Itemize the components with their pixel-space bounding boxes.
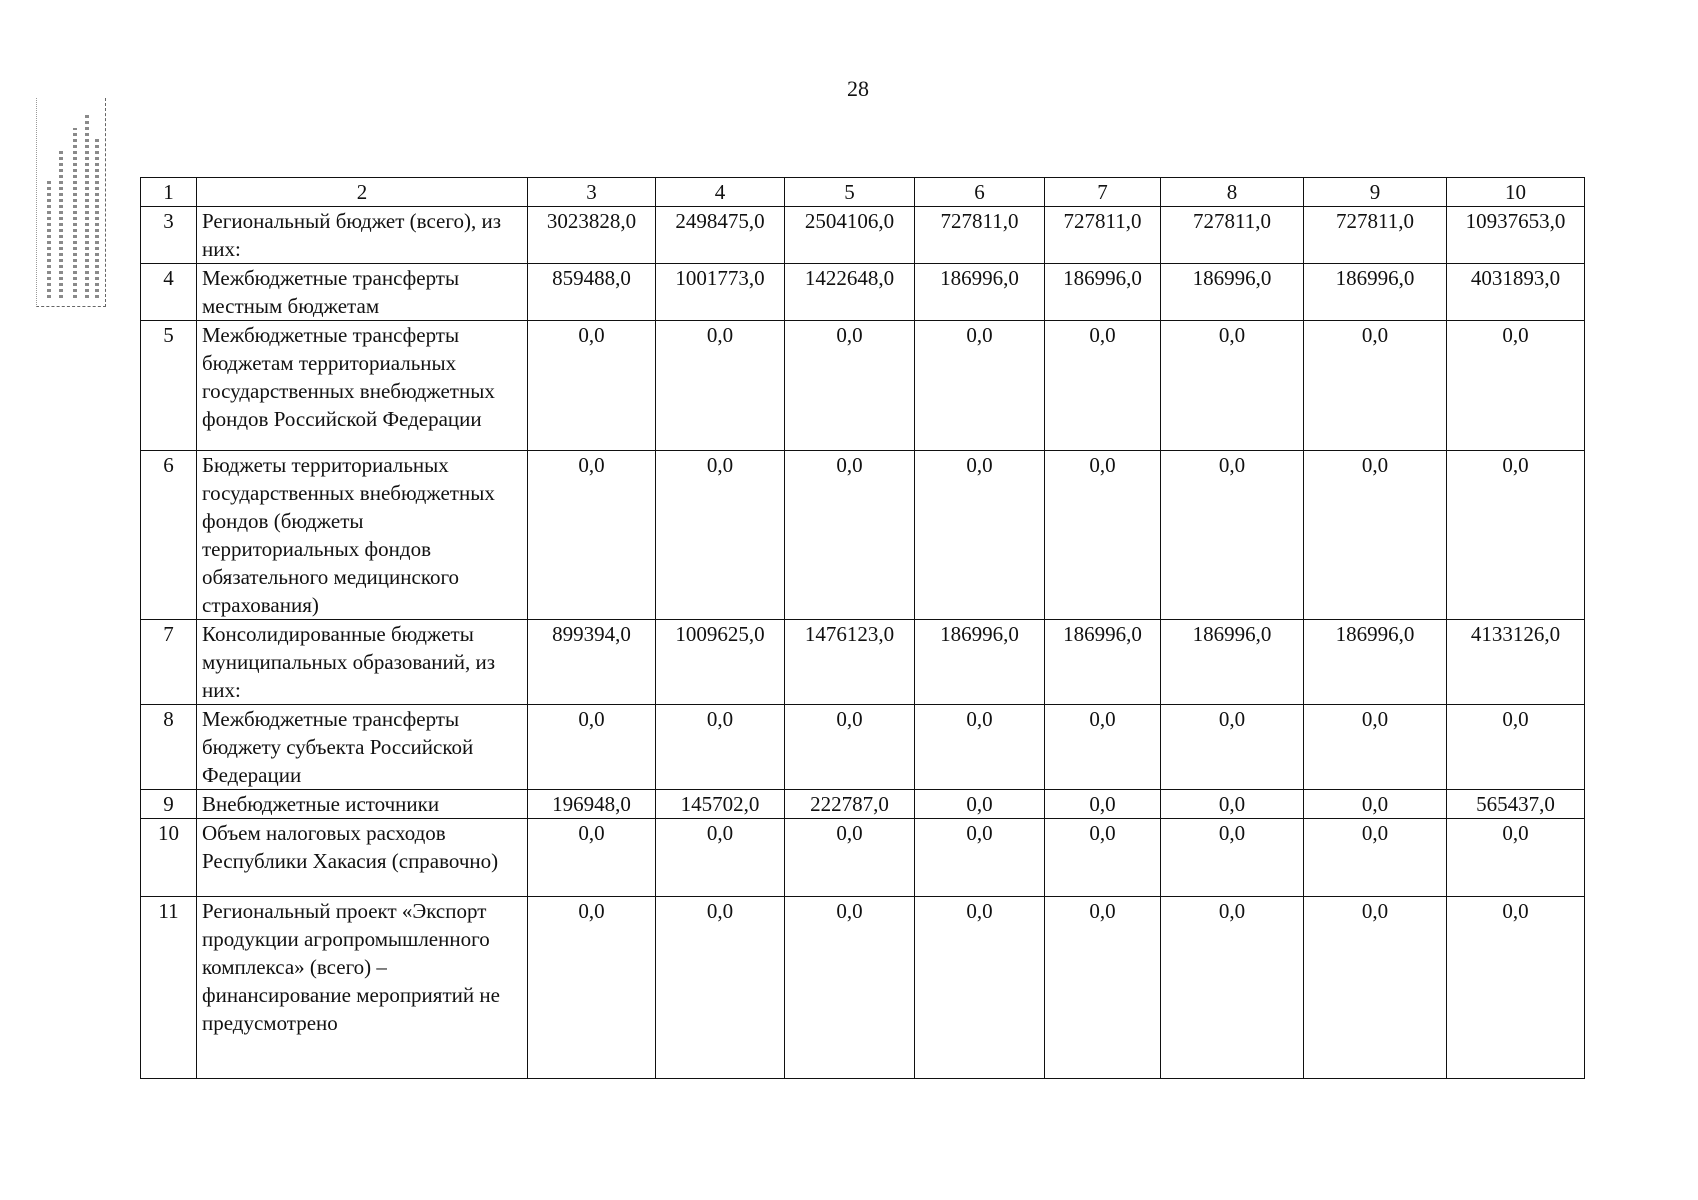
value-cell: 0,0 (1045, 790, 1161, 819)
value-cell: 1476123,0 (785, 620, 915, 705)
table-row (141, 264, 1585, 321)
value-cell: 899394,0 (528, 620, 656, 705)
row-name: Консолидированные бюджеты муниципальных образований, из них: (197, 620, 528, 705)
value-cell: 0,0 (1161, 321, 1304, 451)
value-cell: 0,0 (915, 321, 1045, 451)
value-cell: 727811,0 (1304, 207, 1447, 264)
row-name: Региональный бюджет (всего), из них: (197, 207, 528, 264)
value-cell: 727811,0 (1045, 207, 1161, 264)
value-cell: 0,0 (1447, 705, 1585, 790)
row-number: 9 (141, 790, 197, 819)
stamp-mark (59, 148, 63, 298)
value-cell: 0,0 (656, 705, 785, 790)
value-cell: 565437,0 (1447, 790, 1585, 819)
value-cell: 0,0 (528, 897, 656, 1079)
value-cell: 186996,0 (1304, 620, 1447, 705)
value-cell: 10937653,0 (1447, 207, 1585, 264)
header-cell: 2 (197, 178, 528, 207)
value-cell: 1422648,0 (785, 264, 915, 321)
value-cell: 1009625,0 (656, 620, 785, 705)
value-cell: 2504106,0 (785, 207, 915, 264)
stamp-mark (85, 113, 89, 298)
value-cell: 0,0 (1161, 897, 1304, 1079)
value-cell: 727811,0 (915, 207, 1045, 264)
row-number: 3 (141, 207, 197, 264)
value-cell: 0,0 (1304, 451, 1447, 620)
value-cell: 727811,0 (1161, 207, 1304, 264)
value-cell: 0,0 (785, 819, 915, 897)
value-cell: 0,0 (785, 705, 915, 790)
value-cell: 186996,0 (1161, 264, 1304, 321)
stamp-mark (95, 138, 99, 298)
value-cell: 0,0 (915, 790, 1045, 819)
value-cell: 4031893,0 (1447, 264, 1585, 321)
value-cell: 0,0 (1045, 897, 1161, 1079)
value-cell: 0,0 (1161, 790, 1304, 819)
header-cell: 9 (1304, 178, 1447, 207)
value-cell: 0,0 (1045, 321, 1161, 451)
table-row (141, 705, 1585, 790)
value-cell: 222787,0 (785, 790, 915, 819)
value-cell: 0,0 (1161, 705, 1304, 790)
header-cell: 10 (1447, 178, 1585, 207)
value-cell: 0,0 (915, 705, 1045, 790)
value-cell: 0,0 (1045, 705, 1161, 790)
value-cell: 0,0 (528, 321, 656, 451)
value-cell: 0,0 (528, 451, 656, 620)
value-cell: 0,0 (1161, 819, 1304, 897)
row-name: Бюджеты территориальных государственных внебюджетных фондов (бюджеты территориальных фондов обязательного медицинского страхования) (197, 451, 528, 620)
value-cell: 0,0 (915, 451, 1045, 620)
table-row (141, 451, 1585, 620)
value-cell: 0,0 (1447, 451, 1585, 620)
header-cell: 5 (785, 178, 915, 207)
budget-table (140, 177, 1585, 1079)
value-cell: 186996,0 (1045, 264, 1161, 321)
header-cell: 3 (528, 178, 656, 207)
value-cell: 0,0 (915, 819, 1045, 897)
header-cell: 7 (1045, 178, 1161, 207)
header-cell: 8 (1161, 178, 1304, 207)
table-row (141, 790, 1585, 819)
value-cell: 4133126,0 (1447, 620, 1585, 705)
stamp-mark (73, 128, 77, 298)
table-row (141, 620, 1585, 705)
value-cell: 0,0 (528, 819, 656, 897)
value-cell: 0,0 (1304, 321, 1447, 451)
row-name: Межбюджетные трансферты бюджету субъекта Российской Федерации (197, 705, 528, 790)
row-number: 11 (141, 897, 197, 1079)
value-cell: 186996,0 (915, 620, 1045, 705)
table-row (141, 321, 1585, 451)
side-stamp (36, 98, 106, 307)
table-row (141, 897, 1585, 1079)
value-cell: 0,0 (656, 897, 785, 1079)
value-cell: 0,0 (1304, 897, 1447, 1079)
value-cell: 0,0 (785, 897, 915, 1079)
value-cell: 1001773,0 (656, 264, 785, 321)
value-cell: 0,0 (1045, 451, 1161, 620)
value-cell: 0,0 (528, 705, 656, 790)
value-cell: 186996,0 (915, 264, 1045, 321)
value-cell: 0,0 (785, 451, 915, 620)
value-cell: 0,0 (656, 321, 785, 451)
table-row (141, 819, 1585, 897)
value-cell: 186996,0 (1161, 620, 1304, 705)
row-number: 5 (141, 321, 197, 451)
row-name: Межбюджетные трансферты местным бюджетам (197, 264, 528, 321)
value-cell: 186996,0 (1304, 264, 1447, 321)
page-number: 28 (847, 76, 869, 101)
row-name: Межбюджетные трансферты бюджетам территориальных государственных внебюджетных фондов Российской Федерации (197, 321, 528, 451)
row-number: 4 (141, 264, 197, 321)
value-cell: 0,0 (915, 897, 1045, 1079)
row-number: 7 (141, 620, 197, 705)
table-header-row (141, 178, 1585, 207)
value-cell: 0,0 (1304, 819, 1447, 897)
row-number: 10 (141, 819, 197, 897)
value-cell: 2498475,0 (656, 207, 785, 264)
row-name: Внебюджетные источники (197, 790, 528, 819)
row-number: 8 (141, 705, 197, 790)
value-cell: 145702,0 (656, 790, 785, 819)
row-number: 6 (141, 451, 197, 620)
value-cell: 196948,0 (528, 790, 656, 819)
row-name: Объем налоговых расходов Республики Хакасия (справочно) (197, 819, 528, 897)
value-cell: 859488,0 (528, 264, 656, 321)
header-cell: 1 (141, 178, 197, 207)
value-cell: 0,0 (1045, 819, 1161, 897)
header-cell: 4 (656, 178, 785, 207)
value-cell: 0,0 (785, 321, 915, 451)
value-cell: 0,0 (1447, 897, 1585, 1079)
table-row (141, 207, 1585, 264)
value-cell: 0,0 (1447, 819, 1585, 897)
stamp-mark (47, 178, 51, 298)
value-cell: 0,0 (1447, 321, 1585, 451)
value-cell: 0,0 (1304, 790, 1447, 819)
value-cell: 0,0 (1161, 451, 1304, 620)
value-cell: 0,0 (656, 819, 785, 897)
value-cell: 3023828,0 (528, 207, 656, 264)
value-cell: 0,0 (1304, 705, 1447, 790)
value-cell: 0,0 (656, 451, 785, 620)
value-cell: 186996,0 (1045, 620, 1161, 705)
header-cell: 6 (915, 178, 1045, 207)
row-name: Региональный проект «Экспорт продукции агропромышленного комплекса» (всего) – финансирование мероприятий не предусмотрено (197, 897, 528, 1079)
